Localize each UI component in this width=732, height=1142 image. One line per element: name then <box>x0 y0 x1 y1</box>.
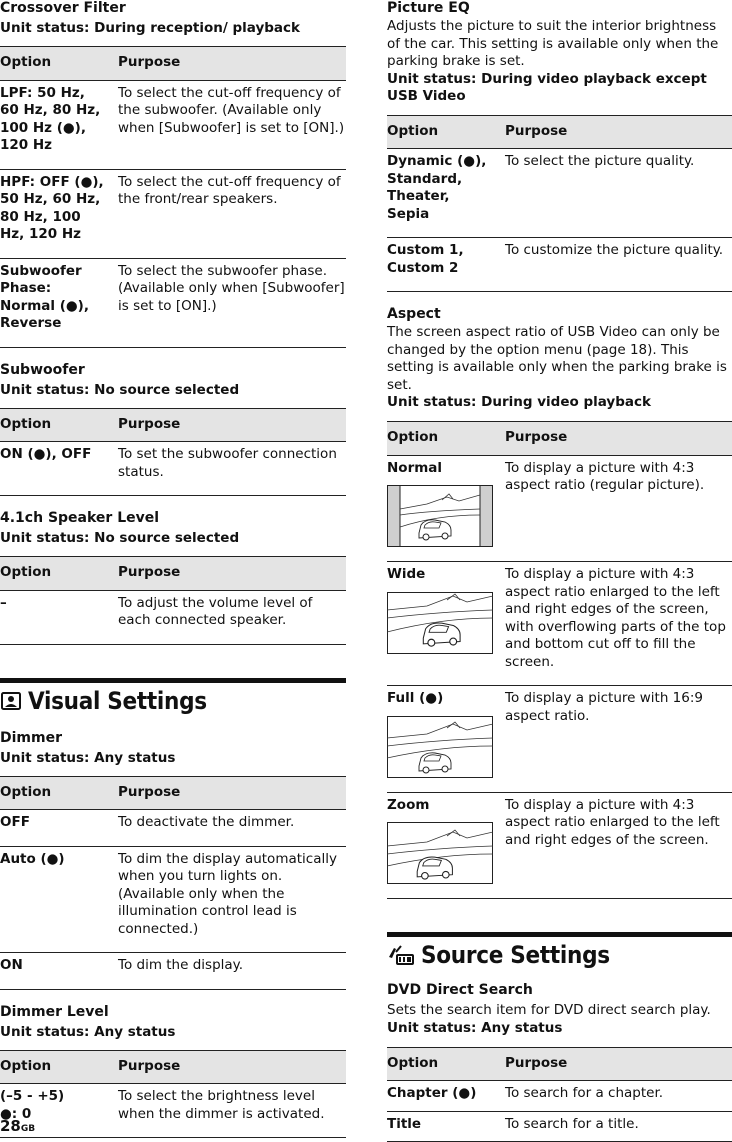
option-cell: ON (●), OFF <box>0 442 118 496</box>
table-row <box>0 442 346 496</box>
purpose-cell: To select the subwoofer phase. (Available only when [Subwoofer] is set to [ON].) <box>118 258 346 347</box>
left-column <box>0 0 346 1138</box>
table-row <box>0 1084 346 1138</box>
speaker-level-block <box>0 510 346 645</box>
header-option: Option <box>0 776 118 810</box>
visual-settings-icon <box>0 690 22 712</box>
table-row <box>387 792 732 899</box>
header-purpose: Purpose <box>505 1047 732 1081</box>
right-column <box>387 0 732 1142</box>
subwoofer-status: Unit status: No source selected <box>0 382 346 399</box>
table-row <box>387 455 732 562</box>
table-row <box>0 80 346 169</box>
header-purpose: Purpose <box>118 47 346 81</box>
source-settings-heading <box>387 940 732 970</box>
table-row <box>0 169 346 258</box>
header-option: Option <box>387 115 505 149</box>
aspect-description: The screen aspect ratio of USB Video can only be changed by the option menu (page 18). This setting is available only when the parking brake is set. <box>387 324 732 394</box>
section-divider <box>387 932 732 937</box>
source-settings-section <box>387 932 732 970</box>
table-row <box>0 953 346 990</box>
speaker-level-table <box>0 556 346 645</box>
visual-settings-title: Visual Settings <box>28 686 207 716</box>
purpose-cell: To display a picture with 4:3 aspect ratio enlarged to the left and right edges of the screen. <box>505 792 732 899</box>
subwoofer-table <box>0 408 346 497</box>
visual-settings-section <box>0 678 346 716</box>
header-option: Option <box>387 422 505 456</box>
purpose-cell: To display a picture with 4:3 aspect ratio (regular picture). <box>505 455 732 562</box>
purpose-cell: To dim the display. <box>118 953 346 990</box>
crossover-filter-table <box>0 46 346 348</box>
aspect-block <box>387 306 732 899</box>
table-row <box>387 149 732 238</box>
header-option: Option <box>387 1047 505 1081</box>
purpose-cell: To set the subwoofer connection status. <box>118 442 346 496</box>
option-cell: LPF: 50 Hz, 60 Hz, 80 Hz, 100 Hz (●), 120 Hz <box>0 80 118 169</box>
option-cell <box>387 686 505 793</box>
header-purpose: Purpose <box>118 557 346 591</box>
source-settings-icon <box>387 944 415 966</box>
option-cell: Auto (●) <box>0 846 118 953</box>
picture-eq-title: Picture EQ <box>387 0 732 17</box>
purpose-cell: To search for a chapter. <box>505 1081 732 1112</box>
crossover-filter-title: Crossover Filter <box>0 0 346 17</box>
option-cell: – <box>0 590 118 644</box>
subwoofer-block <box>0 362 346 497</box>
subwoofer-title: Subwoofer <box>0 362 346 379</box>
header-purpose: Purpose <box>118 408 346 442</box>
option-cell: Subwoofer Phase: Normal (●), Reverse <box>0 258 118 347</box>
picture-eq-description: Adjusts the picture to suit the interior brightness of the car. This setting is available only when the parking brake is set. <box>387 18 732 71</box>
page-number-value: 28 <box>0 1117 21 1135</box>
aspect-status: Unit status: During video playback <box>387 394 732 411</box>
picture-eq-status: Unit status: During video playback except USB Video <box>387 71 732 105</box>
page-number-suffix: GB <box>21 1124 35 1134</box>
purpose-cell: To dim the display automatically when you turn lights on. (Available only when the illumination control lead is connected.) <box>118 846 346 953</box>
aspect-zoom-illustration <box>387 822 493 884</box>
purpose-cell: To select the cut-off frequency of the subwoofer. (Available only when [Subwoofer] is set to [ON].) <box>118 80 346 169</box>
visual-settings-heading <box>0 686 346 716</box>
option-cell <box>387 792 505 899</box>
crossover-filter-status: Unit status: During reception/ playback <box>0 20 346 37</box>
header-purpose: Purpose <box>505 115 732 149</box>
dimmer-status: Unit status: Any status <box>0 750 346 767</box>
header-option: Option <box>0 557 118 591</box>
dimmer-table <box>0 776 346 990</box>
header-option: Option <box>0 408 118 442</box>
speaker-level-title: 4.1ch Speaker Level <box>0 510 346 527</box>
option-label: Wide <box>387 566 425 582</box>
option-cell: Dynamic (●), Standard, Theater, Sepia <box>387 149 505 238</box>
section-divider <box>0 678 346 683</box>
page-number <box>0 1117 35 1135</box>
aspect-title: Aspect <box>387 306 732 323</box>
purpose-cell: To search for a title. <box>505 1111 732 1142</box>
aspect-table <box>387 421 732 899</box>
header-option: Option <box>0 47 118 81</box>
dimmer-level-table <box>0 1050 346 1139</box>
dvd-direct-search-table <box>387 1047 732 1142</box>
purpose-cell: To deactivate the dimmer. <box>118 810 346 847</box>
picture-eq-table <box>387 115 732 293</box>
dimmer-block <box>0 730 346 990</box>
option-cell: Custom 1, Custom 2 <box>387 238 505 292</box>
table-row <box>387 238 732 292</box>
dvd-direct-search-description: Sets the search item for DVD direct search play. <box>387 1002 732 1020</box>
option-cell: Title <box>387 1111 505 1142</box>
purpose-cell: To display a picture with 16:9 aspect ratio. <box>505 686 732 793</box>
purpose-cell: To select the cut-off frequency of the front/rear speakers. <box>118 169 346 258</box>
table-row <box>0 590 346 644</box>
table-row <box>0 258 346 347</box>
option-cell: HPF: OFF (●), 50 Hz, 60 Hz, 80 Hz, 100 Hz, 120 Hz <box>0 169 118 258</box>
picture-eq-block <box>387 0 732 292</box>
dvd-direct-search-title: DVD Direct Search <box>387 982 732 999</box>
option-label: Full (●) <box>387 690 443 706</box>
table-row <box>387 686 732 793</box>
source-settings-title: Source Settings <box>421 940 610 970</box>
speaker-level-status: Unit status: No source selected <box>0 530 346 547</box>
dimmer-level-status: Unit status: Any status <box>0 1024 346 1041</box>
crossover-filter-block <box>0 0 346 348</box>
aspect-full-illustration <box>387 716 493 778</box>
option-cell: OFF <box>0 810 118 847</box>
dimmer-level-block <box>0 1004 346 1139</box>
table-row <box>0 810 346 847</box>
table-row <box>387 562 732 686</box>
purpose-cell: To select the picture quality. <box>505 149 732 238</box>
table-row <box>387 1081 732 1112</box>
dvd-direct-search-status: Unit status: Any status <box>387 1020 732 1037</box>
table-row <box>0 846 346 953</box>
header-purpose: Purpose <box>118 776 346 810</box>
option-label: Normal <box>387 460 442 476</box>
purpose-cell: To select the brightness level when the dimmer is activated. <box>118 1084 346 1138</box>
dvd-direct-search-block <box>387 982 732 1142</box>
option-cell: ON <box>0 953 118 990</box>
option-cell <box>387 562 505 686</box>
option-cell <box>387 455 505 562</box>
dimmer-title: Dimmer <box>0 730 346 747</box>
option-cell: Chapter (●) <box>387 1081 505 1112</box>
option-label: Zoom <box>387 797 429 813</box>
purpose-cell: To display a picture with 4:3 aspect ratio enlarged to the left and right edges of the screen, with overflowing parts of the top and bottom cut off to fill the screen. <box>505 562 732 686</box>
header-option: Option <box>0 1050 118 1084</box>
purpose-cell: To adjust the volume level of each connected speaker. <box>118 590 346 644</box>
dimmer-level-title: Dimmer Level <box>0 1004 346 1021</box>
header-purpose: Purpose <box>118 1050 346 1084</box>
option-cell: (–5 - +5) ●: 0 <box>0 1084 118 1138</box>
aspect-normal-illustration <box>387 485 493 547</box>
aspect-wide-illustration <box>387 592 493 654</box>
purpose-cell: To customize the picture quality. <box>505 238 732 292</box>
header-purpose: Purpose <box>505 422 732 456</box>
